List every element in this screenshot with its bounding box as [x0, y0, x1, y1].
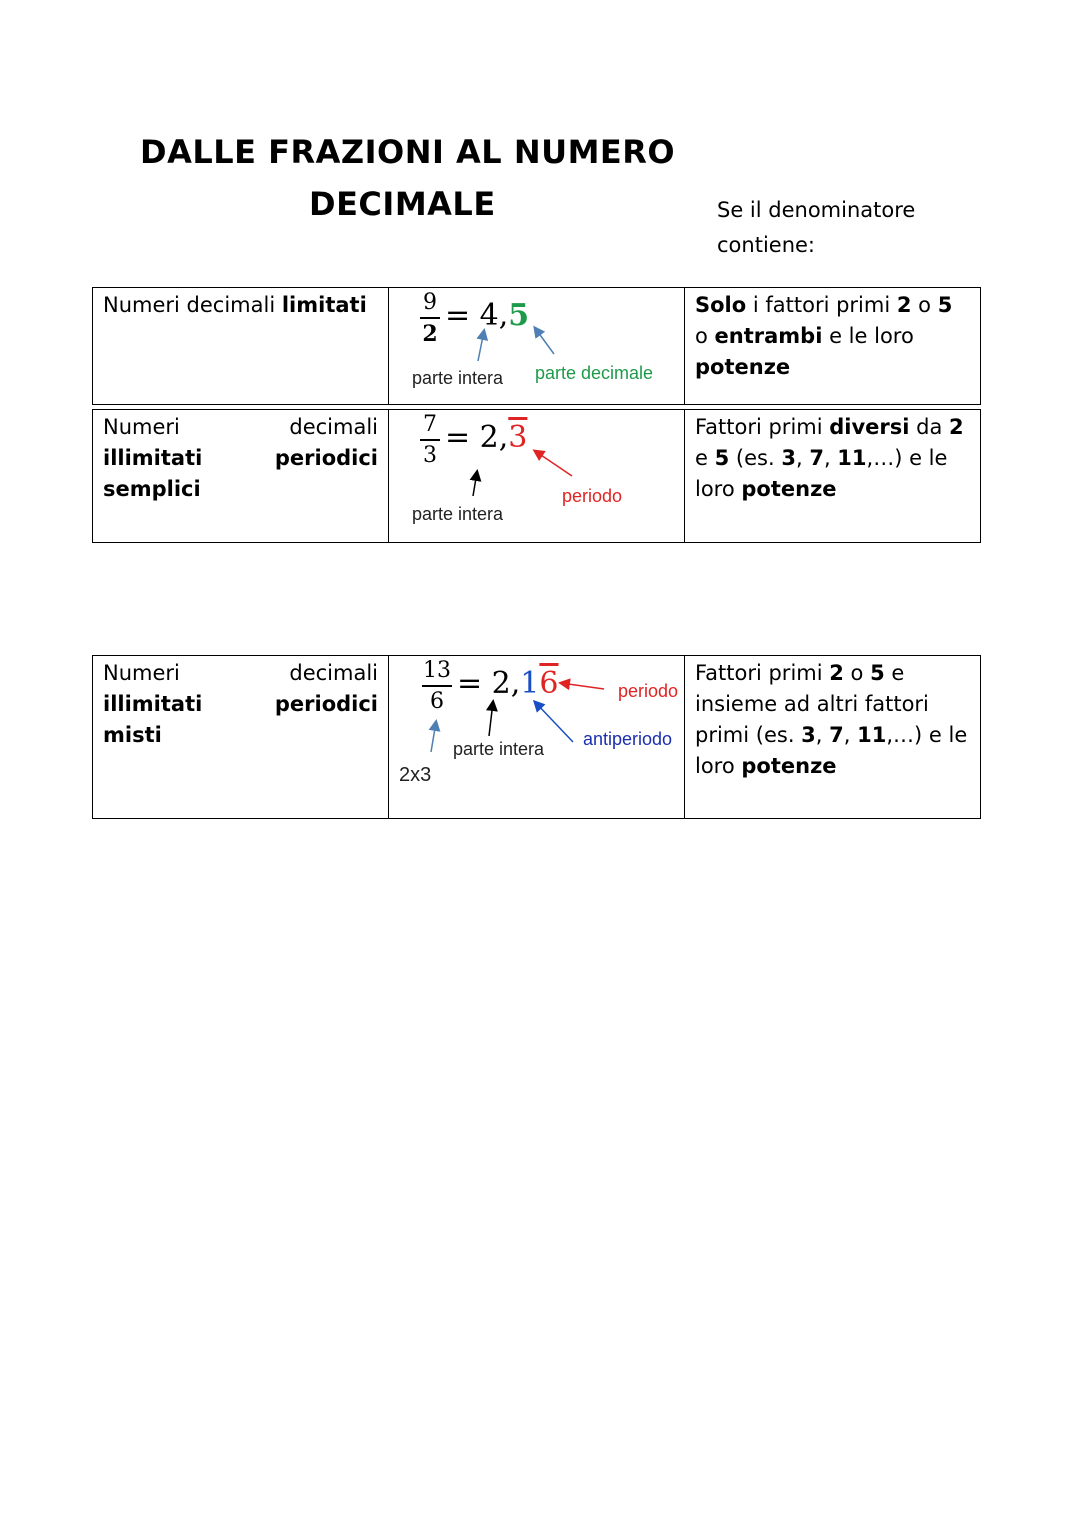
- math-cell: [389, 410, 685, 543]
- annotation-periodo: periodo: [562, 486, 623, 506]
- math-cell: [389, 288, 685, 405]
- table-periodici-semplici: [92, 409, 981, 543]
- row-label: Numeri decimali limitati: [103, 293, 367, 317]
- denominator-note: Se il denominatore contiene:: [717, 198, 916, 257]
- annotation-parte-intera: parte intera: [453, 739, 545, 759]
- annotation-antiperiodo: antiperiodo: [583, 729, 673, 749]
- table-periodici-misti: [92, 655, 981, 819]
- annotation-parte-decimale: parte decimale: [535, 363, 654, 383]
- row-description: Fattori primi diversi da 2 e 5 (es. 3, 7, 11,…) e le loro potenze: [695, 415, 964, 501]
- annotation-factorization: 2x3: [399, 764, 432, 786]
- math-cell: [389, 656, 685, 819]
- description-cell: [685, 288, 981, 405]
- description-cell: [685, 410, 981, 543]
- row-label: Numeri decimali illimitati periodici misti: [103, 661, 378, 747]
- row-description: Fattori primi 2 o 5 e insieme ad altri fattori primi (es. 3, 7, 11,…) e le loro potenze: [695, 661, 968, 778]
- description-cell: [685, 656, 981, 819]
- equation: = 2,3: [445, 420, 528, 455]
- annotation-parte-intera: parte intera: [412, 368, 504, 388]
- fraction: 9 2: [420, 290, 440, 347]
- table-limitati: [92, 287, 981, 405]
- row-label-cell: [93, 288, 389, 405]
- row-description: Solo i fattori primi 2 o 5 o entrambi e le loro potenze: [695, 293, 953, 379]
- page-title-line2: DECIMALE: [309, 185, 496, 223]
- annotation-parte-intera: parte intera: [412, 504, 504, 524]
- page-title-line1: DALLE FRAZIONI AL NUMERO: [140, 133, 676, 171]
- row-label-cell: [93, 410, 389, 543]
- equation: = 2,16: [457, 666, 559, 701]
- equation: = 4,5: [445, 298, 530, 333]
- row-label-cell: [93, 656, 389, 819]
- row-label: Numeri decimali illimitati periodici semplici: [103, 415, 378, 501]
- annotation-periodo: periodo: [618, 681, 679, 701]
- fraction: 13 6: [423, 658, 451, 714]
- fraction: 7 3: [420, 412, 440, 469]
